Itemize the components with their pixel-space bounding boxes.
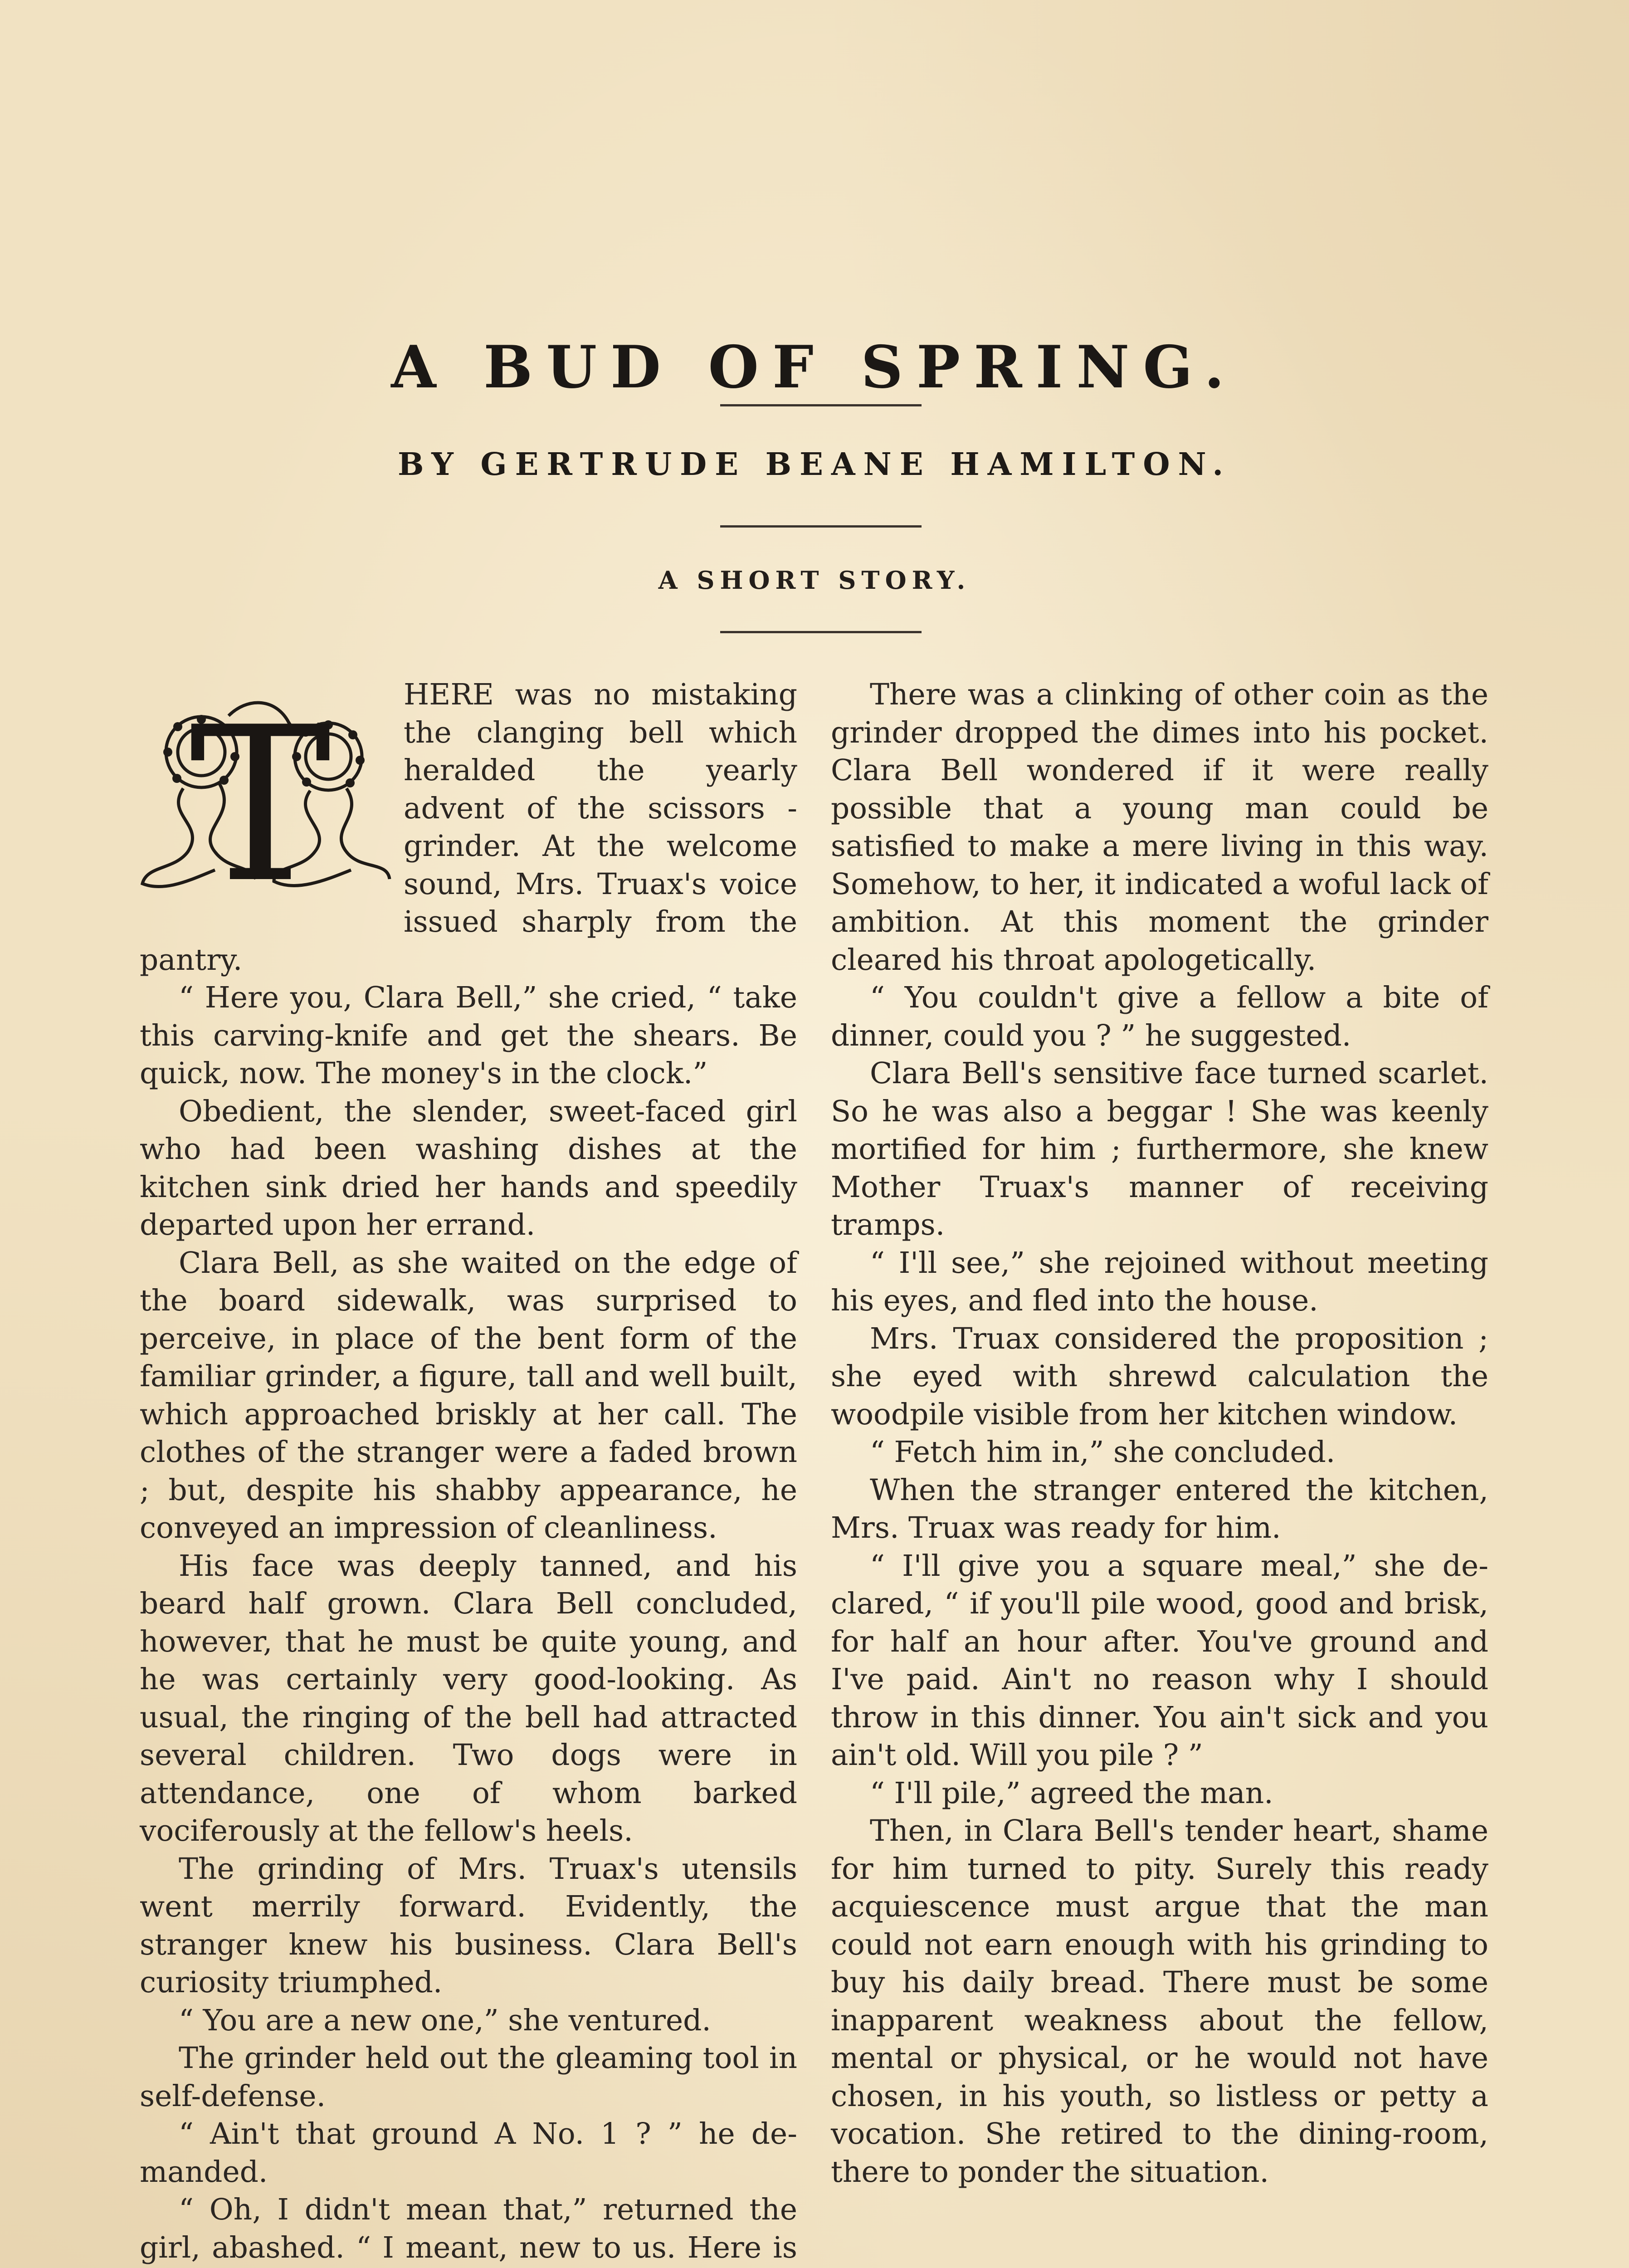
paragraph: “ You are a new one,” she ventured. xyxy=(179,2003,711,2038)
paragraph: “ Ain't that ground A No. 1 ? ” he demanded. xyxy=(140,2117,797,2189)
story-subtitle: A SHORT STORY. xyxy=(658,566,971,595)
paragraph: “ I'll see,” she rejoined without meeting his eyes, and fled into the house. xyxy=(831,1246,1488,1318)
paragraph: “ You couldn't give a fellow a bite of dinner, could you ? ” he suggested. xyxy=(831,981,1488,1053)
author-byline: BY GERTRUDE BEANE HAMILTON. xyxy=(398,446,1231,483)
paragraph: “ Fetch him in,” she concluded. xyxy=(870,1435,1336,1469)
paragraph: Obedient, the slender, sweet-faced girl who had been washing dishes at the kitchen sink dried her hands and speedily departed upon her errand. xyxy=(140,1094,797,1242)
paragraph: “ Here you, Clara Bell,” she cried, “ take this carving-knife and get the shears. Be quick, now. The money's in the clock.” xyxy=(140,981,797,1090)
byline-rule xyxy=(720,525,922,528)
paragraph: When the stranger entered the kitchen, Mrs. Truax was ready for him. xyxy=(831,1473,1488,1545)
drop-cap-ornament-icon xyxy=(138,679,392,906)
paragraph: Clara Bell, as she waited on the edge of the board sidewalk, was surprised to perceive, in place of the bent form of the familiar grinder, a figure, tall and well built, which approached briskly at her call. The clothes of the stranger were a faded brown ; but, despite his shabby appearance, he conveyed an impression of cleanliness. xyxy=(140,1246,797,1545)
paragraph: There was a clinking of other coin as the grinder dropped the dimes into his pocket. Clara Bell wondered if it were really possible that a young man could be satisfied to make a mere living in this way. Somehow, to her, it indicated a woful lack of ambition. At this moment the grinder cleared his throat apologetically. xyxy=(831,678,1488,977)
paragraph: Then, in Clara Bell's tender heart, shame for him turned to pity. Surely this ready acquiescence must argue that the man could not earn enough with his grinding to buy his daily bread. There must be some inapparent weakness about the fellow, mental or physical, or he would not have chosen, in his youth, so listless or petty a vocation. She retired to the dining-room, there to ponder the situation. xyxy=(831,1814,1488,2189)
title-rule xyxy=(720,404,922,406)
paragraph: “ Oh, I didn't mean that,” returned the girl, abashed. “ I meant, new to us. Here is xyxy=(140,2193,797,2265)
left-column xyxy=(140,676,797,2268)
paragraph: “ I'll pile,” agreed the man. xyxy=(870,1776,1273,1810)
drop-cap-letter: T xyxy=(189,681,332,906)
paragraph: His face was deeply tanned, and his beard half grown. Clara Bell concluded, however, that he must be quite young, and he was certainly very good-looking. As usual, the ringing of the bell had attracted several children. Two dogs were in attendance, one of whom barked vociferously at the fellow's heels. xyxy=(140,1549,797,1848)
right-column xyxy=(831,676,1488,2191)
paragraph: “ I'll give you a square meal,” she declared, “ if you'll pile wood, good and brisk, for half an hour after. You've ground and I've paid. Ain't no reason why I should throw in this dinner. You ain't sick and you ain't old. Will you pile ? ” xyxy=(831,1549,1488,1772)
subtitle-rule xyxy=(720,631,922,633)
story-title: A BUD OF SPRING. xyxy=(391,333,1238,401)
paragraph: HERE was no mistaking the clanging bell which heralded the yearly advent of the scissors - grinder. At the welcome sound, Mrs. Truax's voice issued sharply from the pantry. xyxy=(140,678,797,977)
paragraph: Clara Bell's sensitive face turned scarlet. So he was also a beggar ! She was keenly mortified for him ; furthermore, she knew Mother Truax's manner of receiving tramps. xyxy=(831,1056,1488,1242)
paragraph: Mrs. Truax considered the proposition ; she eyed with shrewd calculation the woodpile visible from her kitchen window. xyxy=(831,1321,1488,1432)
ornamental-drop-cap xyxy=(138,679,392,906)
paragraph: The grinder held out the gleaming tool in self-defense. xyxy=(140,2041,797,2113)
paragraph: The grinding of Mrs. Truax's utensils went merrily forward. Evidently, the stranger knew his business. Clara Bell's curiosity triumphed. xyxy=(140,1852,797,1999)
